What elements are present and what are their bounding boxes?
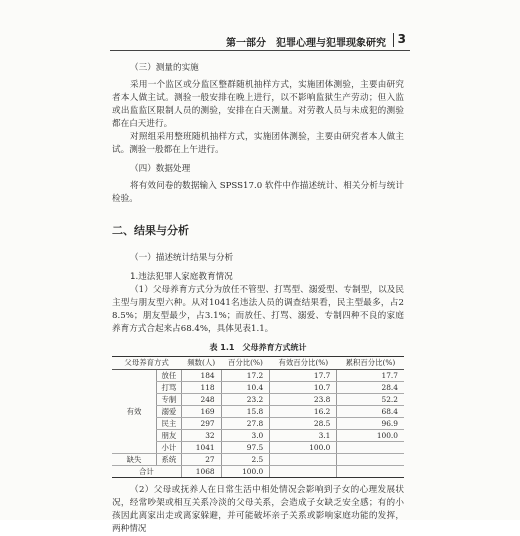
table-header-percent: 百分比(%): [221, 357, 270, 370]
table-row: [112, 382, 404, 394]
row-frequency: 27: [181, 454, 221, 466]
row-percent: 23.2: [221, 394, 270, 406]
row-frequency: 118: [181, 382, 221, 394]
section-heading-measurement: （三）测量的实施: [130, 63, 199, 73]
subsection-heading-family-education: 1.违法犯罪人家庭教育情况: [130, 272, 233, 282]
table-header-valid-percent: 有效百分比(%): [270, 357, 337, 370]
row-valid-percent: 16.2: [270, 406, 337, 418]
table-row: [112, 406, 404, 418]
row-percent: 97.5: [221, 442, 270, 454]
row-valid-percent: 3.1: [270, 430, 337, 442]
row-cumulative-percent: 52.2: [337, 394, 404, 406]
row-percent: 2.5: [221, 454, 270, 466]
row-category: 系统: [157, 454, 182, 466]
row-frequency: 297: [181, 418, 221, 430]
measurement-paragraph-1: 采用一个监区或分监区整群随机抽样方式，实施团体测验，主要由研究者本人做主试。测验一般安排在晚上进行，以不影响监狱生产劳动；但入监或出监监区限制人员的测验，安排在白天测量。对劳教人员与未成犯的测验都在白天进行。: [112, 80, 404, 129]
row-category: 朋友: [157, 430, 182, 442]
row-frequency: 32: [181, 430, 221, 442]
table-row-total: [112, 466, 404, 478]
row-valid-percent: 10.7: [270, 382, 337, 394]
page-body: [112, 62, 404, 536]
row-valid-percent: 28.5: [270, 418, 337, 430]
row-category: 民主: [157, 418, 182, 430]
row-valid-percent: 100.0: [270, 442, 337, 454]
row-frequency: 248: [181, 394, 221, 406]
part-heading-results: 二、结果与分析: [112, 224, 189, 237]
empty-cell: [337, 454, 404, 466]
empty-cell: [337, 466, 404, 478]
row-percent: 15.8: [221, 406, 270, 418]
row-valid-percent: 17.7: [270, 370, 337, 382]
table-header-style: 父母养育方式: [112, 357, 181, 370]
row-frequency: 1041: [181, 442, 221, 454]
subsection-heading-descriptive: （一）描述统计结果与分析: [130, 253, 234, 263]
row-valid-percent: 23.8: [270, 394, 337, 406]
empty-cell: [270, 466, 337, 478]
running-head: [0, 31, 520, 51]
total-label: 合计: [112, 466, 181, 478]
row-percent: 3.0: [221, 430, 270, 442]
row-category: 小计: [157, 442, 182, 454]
results-paragraph-2: （2）父母或抚养人在日常生活中相处情况会影响到子女的心理发展状况，经常吵架或相互关系冷淡的父母关系，会造成子女缺乏安全感；有的小孩因此离家出走或离家躲避，并可能破坏亲子关系或影响家庭功能的发挥，两种情况: [112, 485, 404, 534]
table-row: [112, 418, 404, 430]
data-processing-paragraph: 将有效问卷的数据输入 SPSS17.0 软件中作描述统计、相关分析与统计检验。: [112, 181, 404, 204]
running-head-separator: [393, 33, 394, 47]
row-percent: 27.8: [221, 418, 270, 430]
table-row-missing: [112, 454, 404, 466]
row-category: 溺爱: [157, 406, 182, 418]
row-percent: 10.4: [221, 382, 270, 394]
row-frequency: 169: [181, 406, 221, 418]
row-category: 放任: [157, 370, 182, 382]
table-row: [112, 430, 404, 442]
row-frequency: 184: [181, 370, 221, 382]
row-percent: 100.0: [221, 466, 270, 478]
table-row: [112, 370, 404, 382]
table-row: [112, 394, 404, 406]
row-category: 专制: [157, 394, 182, 406]
row-category: 打骂: [157, 382, 182, 394]
row-cumulative-percent: 28.4: [337, 382, 404, 394]
parenting-style-table: [112, 356, 404, 478]
table-caption: 表 1.1 父母养育方式统计: [209, 343, 307, 352]
row-cumulative-percent: [337, 442, 404, 454]
row-frequency: 1068: [181, 466, 221, 478]
row-cumulative-percent: 96.9: [337, 418, 404, 430]
row-percent: 17.2: [221, 370, 270, 382]
table-row: [112, 442, 404, 454]
page-number: 3: [397, 32, 406, 46]
empty-cell: [270, 454, 337, 466]
header-rule: [110, 50, 410, 51]
section-heading-data-processing: （四）数据处理: [130, 164, 191, 174]
group-label-missing: 缺失: [112, 454, 157, 466]
table-header-row: [112, 357, 404, 370]
running-head-title: 第一部分 犯罪心理与犯罪现象研究: [226, 38, 386, 49]
group-label-valid: 有效: [112, 370, 157, 454]
row-cumulative-percent: 68.4: [337, 406, 404, 418]
table-header-cumulative-percent: 累积百分比(%): [337, 357, 404, 370]
results-paragraph-1: （1）父母养育方式分为放任不管型、打骂型、溺爱型、专制型，以及民主型与朋友型六种。从对1041名违法人员的调查结果看，民主型最多，占28.5%；朋友型最少，占3.1%；而放任、打骂、溺爱、专制四种不良的家庭养育方式合起来占68.4%，具体见表1.1。: [112, 285, 404, 334]
row-cumulative-percent: 17.7: [337, 370, 404, 382]
row-cumulative-percent: 100.0: [337, 430, 404, 442]
measurement-paragraph-2: 对照组采用整班随机抽样方式，实施团体测验，主要由研究者本人做主试。测验一般都在上午进行。: [112, 132, 404, 155]
table-header-frequency: 频数(人): [181, 357, 221, 370]
